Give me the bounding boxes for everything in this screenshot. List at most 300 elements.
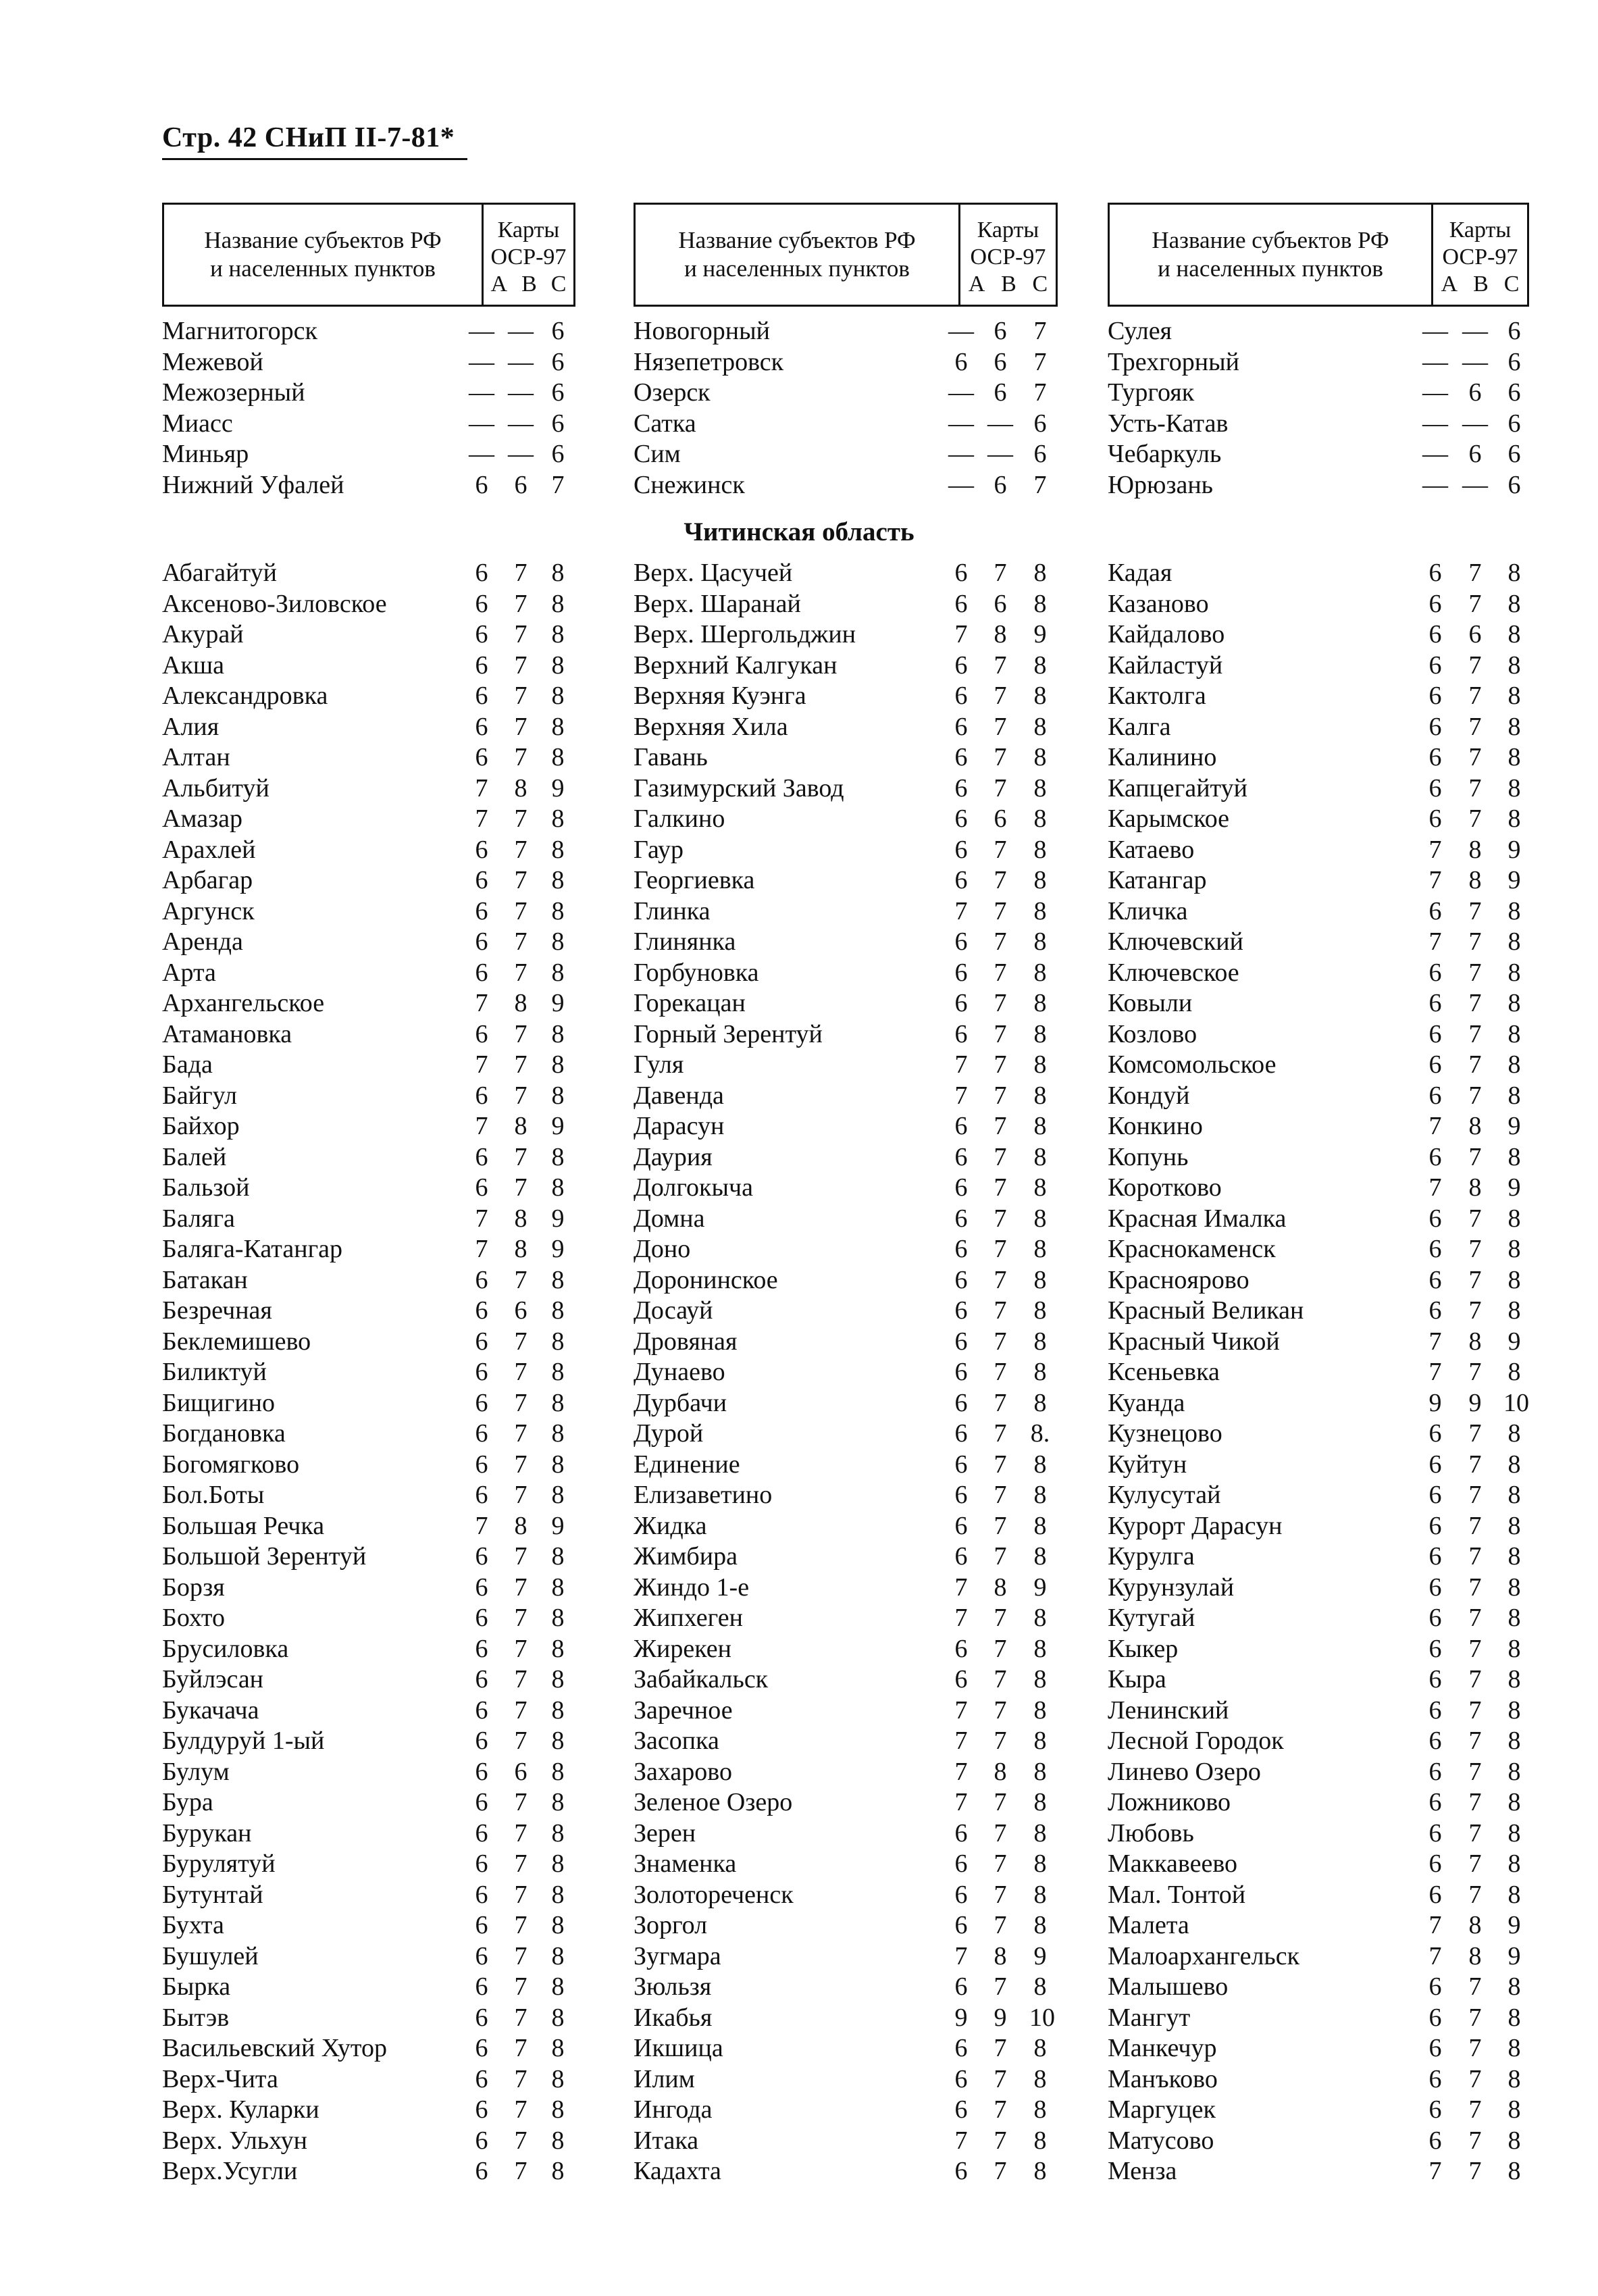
- value-c: 9: [551, 773, 565, 802]
- value-a: 6: [954, 650, 968, 680]
- value-b: 7: [1468, 1050, 1482, 1079]
- value-b: 7: [994, 712, 1007, 741]
- place-name: Красный Великан: [1108, 1296, 1304, 1325]
- place-name: Аксеново-Зиловское: [162, 589, 387, 618]
- value-c: 8: [1507, 958, 1521, 987]
- place-name: Бохто: [162, 1604, 226, 1632]
- value-c: 7: [1033, 317, 1047, 345]
- value-c: 6: [1507, 470, 1521, 499]
- value-a: 6: [1428, 682, 1442, 710]
- value-c: 9: [1507, 1112, 1521, 1140]
- place-name: Бада: [162, 1050, 213, 1079]
- table-row: [162, 742, 602, 773]
- value-c: 8: [1033, 927, 1047, 956]
- table-row: [1108, 1173, 1556, 1203]
- value-b: 7: [1468, 1542, 1482, 1571]
- place-name: Верхний Калгукан: [634, 650, 837, 680]
- place-name: Бухта: [162, 1911, 224, 1939]
- value-b: 7: [994, 1849, 1007, 1878]
- value-b: 7: [994, 1204, 1007, 1233]
- place-name: Дурой: [634, 1419, 704, 1448]
- value-a: 7: [954, 1573, 968, 1602]
- table-row: [162, 2095, 602, 2125]
- value-b: 7: [514, 1695, 527, 1725]
- header-name-line2: и населенных пунктов: [210, 255, 436, 282]
- place-name: Кузнецово: [1108, 1419, 1222, 1448]
- table-row: [634, 316, 1085, 347]
- table-row: [162, 2003, 602, 2033]
- value-b: 7: [1468, 1265, 1482, 1294]
- value-b: 8: [994, 1757, 1007, 1786]
- place-name: Амазар: [162, 805, 242, 833]
- place-name: Малышево: [1108, 1972, 1229, 2001]
- value-c: 8: [1033, 1358, 1047, 1386]
- place-name: Красный Чикой: [1108, 1327, 1280, 1356]
- table-row: [634, 1849, 1085, 1879]
- value-a: 7: [954, 1695, 968, 1725]
- value-a: 6: [1428, 1419, 1442, 1448]
- header-cards-line1: Карты: [977, 218, 1039, 243]
- value-b: 7: [994, 1388, 1007, 1417]
- place-name: Ленинский: [1108, 1695, 1229, 1725]
- table-row: [634, 1818, 1085, 1849]
- table-row: [1108, 409, 1556, 439]
- value-a: 6: [1428, 958, 1442, 987]
- value-a: 6: [954, 1204, 968, 1233]
- value-b: 8: [1468, 1941, 1482, 1970]
- place-name: Верх. Куларки: [162, 2095, 319, 2124]
- place-name: Верхняя Хила: [634, 712, 788, 741]
- value-a: 6: [954, 1818, 968, 1847]
- value-a: 6: [954, 1388, 968, 1417]
- place-name: Галкино: [634, 805, 725, 833]
- table-row: [634, 1050, 1085, 1080]
- value-b: 7: [514, 2034, 527, 2062]
- value-a: 6: [1428, 620, 1442, 648]
- table-row: [162, 1296, 602, 1326]
- place-name: Знаменка: [634, 1849, 737, 1878]
- table-row: [1108, 2126, 1556, 2156]
- value-c: 8: [551, 1081, 565, 1110]
- place-name: Беклемишево: [162, 1327, 311, 1356]
- place-name: Дровяная: [634, 1327, 738, 1356]
- place-name: Кайластуй: [1108, 650, 1223, 680]
- value-b: 6: [994, 317, 1007, 345]
- value-c: 7: [1033, 347, 1047, 376]
- table-row: [1108, 1972, 1556, 2002]
- value-c: 8: [1033, 589, 1047, 618]
- place-name: Алия: [162, 712, 220, 741]
- value-c: 6: [1507, 409, 1521, 438]
- table-row: [634, 681, 1085, 711]
- table-row: [162, 1757, 602, 1787]
- value-b: 7: [1468, 2157, 1482, 2185]
- value-a: 6: [954, 2064, 968, 2093]
- value-c: 9: [1033, 620, 1047, 648]
- value-b: 7: [994, 1450, 1007, 1479]
- value-b: 7: [994, 2157, 1007, 2185]
- value-c: 8: [1033, 650, 1047, 680]
- header-col-a: A: [490, 272, 508, 297]
- table-row: [1108, 773, 1556, 804]
- value-b: 6: [994, 347, 1007, 376]
- value-b: 7: [1468, 2126, 1482, 2155]
- value-c: 6: [1033, 409, 1047, 438]
- value-c: 10: [1029, 2003, 1055, 2032]
- value-a: 6: [1428, 1972, 1442, 2001]
- place-name: Юрюзань: [1108, 470, 1213, 499]
- table-row: [162, 865, 602, 896]
- value-c: 8: [1507, 1450, 1521, 1479]
- value-a: 6: [475, 1296, 488, 1325]
- table-row: [162, 589, 602, 619]
- value-c: 8: [551, 650, 565, 680]
- value-b: 7: [514, 1727, 527, 1755]
- value-c: 8: [551, 1327, 565, 1356]
- value-a: 6: [1428, 1695, 1442, 1725]
- place-name: Малоархангельск: [1108, 1941, 1300, 1970]
- value-c: 10: [1503, 1388, 1529, 1417]
- place-name: Ковыли: [1108, 989, 1193, 1017]
- place-name: Краснокаменск: [1108, 1235, 1276, 1263]
- value-c: 6: [1507, 378, 1521, 407]
- value-c: 8: [1033, 1727, 1047, 1755]
- value-b: 7: [994, 1481, 1007, 1509]
- value-a: 6: [475, 1972, 488, 2001]
- value-b: 7: [514, 1573, 527, 1602]
- place-name: Архангельское: [162, 989, 325, 1017]
- value-b: 7: [994, 682, 1007, 710]
- place-name: Икшица: [634, 2034, 723, 2062]
- table-row: [1108, 1603, 1556, 1633]
- table-row: [634, 650, 1085, 681]
- table-row: [162, 619, 602, 650]
- value-a: 6: [954, 743, 968, 771]
- value-c: 8: [1033, 743, 1047, 771]
- value-c: 8: [551, 1880, 565, 1909]
- table-row: [1108, 619, 1556, 650]
- value-a: 6: [475, 1019, 488, 1048]
- header-abc: [960, 271, 1056, 298]
- value-b: —: [987, 409, 1013, 438]
- value-a: 7: [954, 620, 968, 648]
- value-a: 9: [1428, 1388, 1442, 1417]
- value-a: 7: [1428, 835, 1442, 864]
- table-row: [634, 1787, 1085, 1818]
- value-a: 6: [1428, 2003, 1442, 2032]
- place-name: Кыра: [1108, 1665, 1166, 1693]
- value-a: 6: [1428, 1818, 1442, 1847]
- value-c: 8: [1507, 1050, 1521, 1079]
- value-b: 7: [1468, 927, 1482, 956]
- table-row: [1108, 1081, 1556, 1111]
- value-b: 7: [514, 805, 527, 833]
- value-a: 7: [954, 1727, 968, 1755]
- value-c: 8: [1033, 1265, 1047, 1294]
- value-a: 6: [1428, 1757, 1442, 1786]
- table-row: [162, 958, 602, 988]
- value-c: 9: [1507, 1173, 1521, 1202]
- table-row: [1108, 1787, 1556, 1818]
- value-c: 8: [1033, 1695, 1047, 1725]
- value-a: —: [1422, 409, 1448, 438]
- place-name: Зерен: [634, 1818, 696, 1847]
- value-c: 8: [551, 805, 565, 833]
- place-name: Байхор: [162, 1112, 240, 1140]
- value-a: 6: [954, 559, 968, 587]
- value-a: —: [469, 440, 494, 468]
- value-c: 8: [1507, 2064, 1521, 2093]
- value-b: 7: [994, 835, 1007, 864]
- place-name: Новогорный: [634, 317, 770, 345]
- table-row: [162, 1450, 602, 1480]
- value-a: 6: [1428, 743, 1442, 771]
- value-c: 8: [551, 1542, 565, 1571]
- value-c: 6: [551, 347, 565, 376]
- value-c: 9: [551, 1235, 565, 1263]
- value-b: 7: [994, 1972, 1007, 2001]
- value-c: 8: [551, 1019, 565, 1048]
- value-b: 7: [994, 1419, 1007, 1448]
- header-col-c: C: [550, 272, 567, 297]
- value-a: 6: [954, 1972, 968, 2001]
- value-b: 7: [1468, 1511, 1482, 1540]
- place-name: Линево Озеро: [1108, 1757, 1261, 1786]
- value-c: 8: [1033, 773, 1047, 802]
- value-b: 7: [514, 1142, 527, 1171]
- value-b: 7: [1468, 1081, 1482, 1110]
- value-a: 6: [475, 1727, 488, 1755]
- place-name: Глинка: [634, 896, 711, 925]
- table-row: [1108, 1019, 1556, 1050]
- value-a: 6: [1428, 1296, 1442, 1325]
- table-row: [1108, 1419, 1556, 1449]
- value-b: 7: [994, 559, 1007, 587]
- value-b: —: [508, 378, 534, 407]
- value-a: 6: [475, 1081, 488, 1110]
- value-c: 8: [551, 1265, 565, 1294]
- value-b: 7: [514, 682, 527, 710]
- value-b: 7: [994, 773, 1007, 802]
- table-row: [634, 1265, 1085, 1296]
- table-row: [1108, 1142, 1556, 1173]
- value-b: 8: [1468, 1911, 1482, 1939]
- place-name: Красная Ималка: [1108, 1204, 1287, 1233]
- value-c: 8: [1507, 1695, 1521, 1725]
- value-a: 6: [954, 1173, 968, 1202]
- value-a: 6: [954, 347, 968, 376]
- value-c: 8: [1033, 1818, 1047, 1847]
- place-name: Забайкальск: [634, 1665, 769, 1693]
- value-c: 8: [551, 1757, 565, 1786]
- value-c: 8: [1507, 1235, 1521, 1263]
- value-a: 6: [954, 1511, 968, 1540]
- value-c: 7: [1033, 470, 1047, 499]
- value-b: 7: [994, 1173, 1007, 1202]
- value-c: 8: [1033, 682, 1047, 710]
- value-b: 7: [994, 1358, 1007, 1386]
- place-name: Булум: [162, 1757, 230, 1786]
- value-c: 8: [1507, 2157, 1521, 2185]
- column-header-box: [1108, 203, 1529, 307]
- value-a: 7: [1428, 1173, 1442, 1202]
- value-c: 8: [551, 1388, 565, 1417]
- table-row: [1108, 347, 1556, 378]
- value-b: 7: [514, 866, 527, 894]
- value-b: 9: [994, 2003, 1007, 2032]
- value-c: 8: [1033, 1481, 1047, 1509]
- value-a: 6: [475, 1634, 488, 1663]
- value-b: 7: [1468, 1235, 1482, 1263]
- value-b: 7: [514, 1849, 527, 1878]
- value-c: 8: [551, 1573, 565, 1602]
- header-col-a: A: [1441, 272, 1458, 297]
- place-name: Елизаветино: [634, 1481, 773, 1509]
- place-name: Гуля: [634, 1050, 684, 1079]
- value-b: 7: [514, 1634, 527, 1663]
- value-b: 6: [514, 470, 527, 499]
- value-c: 8: [551, 589, 565, 618]
- table-row: [1108, 804, 1556, 834]
- value-b: 7: [1468, 896, 1482, 925]
- header-cards-line2: ОСР-97: [490, 245, 567, 270]
- value-a: 7: [954, 896, 968, 925]
- column-header-cards: [958, 205, 1056, 305]
- value-c: 8: [1507, 1019, 1521, 1048]
- value-a: 6: [475, 1142, 488, 1171]
- table-row: [162, 2126, 602, 2156]
- value-b: 7: [514, 2064, 527, 2093]
- value-a: 7: [954, 1604, 968, 1632]
- place-name: Кулусутай: [1108, 1481, 1221, 1509]
- place-name: Кутугай: [1108, 1604, 1195, 1632]
- table-row: [162, 1173, 602, 1203]
- value-a: 6: [954, 1481, 968, 1509]
- value-c: 8: [1033, 1327, 1047, 1356]
- table-row: [634, 2156, 1085, 2187]
- value-a: 6: [475, 1849, 488, 1878]
- value-a: 6: [1428, 1604, 1442, 1632]
- table-row: [634, 1419, 1085, 1449]
- place-name: Лесной Городок: [1108, 1727, 1284, 1755]
- place-name: Бол.Боты: [162, 1481, 265, 1509]
- table-row: [1108, 1573, 1556, 1603]
- value-b: —: [1462, 409, 1488, 438]
- value-c: 8: [551, 835, 565, 864]
- value-b: 7: [1468, 743, 1482, 771]
- value-b: 8: [1468, 835, 1482, 864]
- place-name: Нязепетровск: [634, 347, 784, 376]
- value-c: 7: [1033, 378, 1047, 407]
- value-b: 7: [1468, 1204, 1482, 1233]
- place-name: Засопка: [634, 1727, 719, 1755]
- value-a: 7: [954, 1757, 968, 1786]
- place-name: Богомягково: [162, 1450, 300, 1479]
- value-c: 8: [1507, 1358, 1521, 1386]
- table-row: [162, 1019, 602, 1050]
- place-name: Миньяр: [162, 440, 249, 468]
- place-name: Межевой: [162, 347, 263, 376]
- value-c: 8: [551, 1911, 565, 1939]
- value-c: 8: [551, 2126, 565, 2155]
- place-name: Трехгорный: [1108, 347, 1239, 376]
- place-name: Бушулей: [162, 1941, 259, 1970]
- value-b: 7: [994, 866, 1007, 894]
- value-a: 6: [1428, 1573, 1442, 1602]
- value-c: 8: [1033, 712, 1047, 741]
- value-a: 7: [954, 1081, 968, 1110]
- value-c: 8: [1033, 805, 1047, 833]
- value-c: 8: [1507, 989, 1521, 1017]
- table-row: [1108, 1327, 1556, 1357]
- value-b: 7: [514, 1880, 527, 1909]
- value-b: 7: [994, 2034, 1007, 2062]
- place-name: Горбуновка: [634, 958, 759, 987]
- table-row: [162, 1849, 602, 1879]
- value-a: 6: [954, 1634, 968, 1663]
- value-c: 6: [551, 317, 565, 345]
- place-name: Казаново: [1108, 589, 1209, 618]
- value-c: 8: [551, 866, 565, 894]
- value-a: —: [1422, 378, 1448, 407]
- table-row: [162, 1234, 602, 1265]
- table-row: [162, 1480, 602, 1510]
- value-b: 7: [994, 1112, 1007, 1140]
- table-row: [634, 773, 1085, 804]
- value-c: 8: [1033, 1972, 1047, 2001]
- value-c: 8: [551, 682, 565, 710]
- value-c: 8: [1033, 2064, 1047, 2093]
- value-a: 6: [475, 470, 488, 499]
- value-b: 7: [994, 989, 1007, 1017]
- value-c: 9: [1033, 1573, 1047, 1602]
- table-row: [1108, 558, 1556, 588]
- value-c: 8: [551, 1665, 565, 1693]
- value-c: 8: [551, 712, 565, 741]
- table-row: [1108, 1849, 1556, 1879]
- value-b: 7: [514, 2126, 527, 2155]
- table-row: [1108, 742, 1556, 773]
- value-b: 7: [514, 896, 527, 925]
- table-row: [1108, 958, 1556, 988]
- value-b: 7: [994, 2126, 1007, 2155]
- table-row: [162, 1111, 602, 1142]
- value-c: 8: [1033, 1050, 1047, 1079]
- value-a: —: [469, 347, 494, 376]
- value-c: 8: [551, 1142, 565, 1171]
- place-name: Зюльзя: [634, 1972, 712, 2001]
- value-c: 8: [1507, 1511, 1521, 1540]
- value-b: 7: [514, 1173, 527, 1202]
- header-col-b: B: [1473, 272, 1489, 297]
- place-name: Кличка: [1108, 896, 1188, 925]
- table-row: [634, 1081, 1085, 1111]
- section-title: Читинская область: [684, 517, 914, 546]
- value-b: 8: [514, 1235, 527, 1263]
- table-row: [162, 1726, 602, 1756]
- table-row: [634, 804, 1085, 834]
- table-row: [162, 1880, 602, 1910]
- value-b: 8: [1468, 1112, 1482, 1140]
- table-row: [162, 650, 602, 681]
- value-b: 7: [514, 1481, 527, 1509]
- place-name: Горный Зерентуй: [634, 1019, 823, 1048]
- value-c: 6: [1507, 317, 1521, 345]
- value-b: 7: [994, 1142, 1007, 1171]
- value-b: 7: [514, 2095, 527, 2124]
- value-a: 6: [954, 2157, 968, 2185]
- table-row: [1108, 1910, 1556, 1941]
